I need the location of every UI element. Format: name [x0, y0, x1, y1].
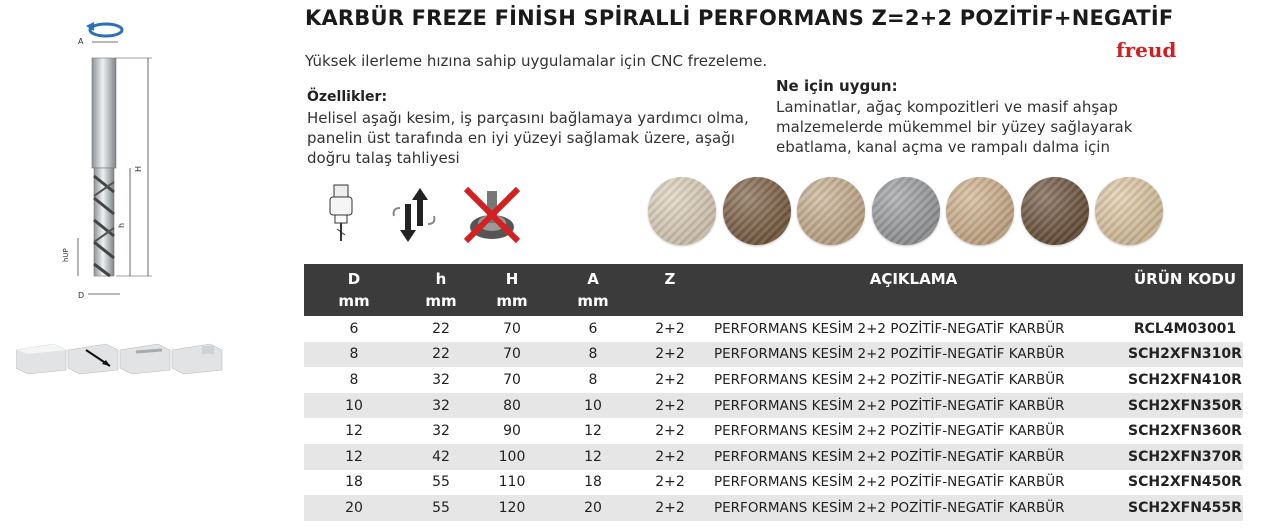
- table-header-row: [304, 264, 1243, 316]
- material-swatch-plywood-end: [1095, 177, 1163, 245]
- cell-description: PERFORMANS KESİM 2+2 POZİTİF-NEGATİF KARBÜR: [700, 444, 1127, 470]
- profile-3: [120, 344, 170, 374]
- cell-d: 18: [345, 474, 363, 491]
- cell-z: 2+2: [640, 393, 700, 419]
- cell-d: 8: [304, 342, 404, 368]
- table-row: [304, 495, 1243, 521]
- column-header-d: D mm: [304, 264, 404, 316]
- table-row: [304, 393, 1243, 419]
- cell-h-big: 100: [478, 444, 546, 470]
- cell-h-big: 70: [478, 342, 546, 368]
- column-header-description: AÇIKLAMA: [700, 264, 1127, 316]
- cell-h-small: 32: [404, 393, 478, 419]
- cell-h-big: 120: [478, 495, 546, 521]
- cell-description: PERFORMANS KESİM 2+2 POZİTİF-NEGATİF KARBÜR: [714, 474, 1065, 491]
- rotation-arrow-icon: [86, 22, 122, 36]
- cell-a: 6: [588, 320, 598, 337]
- column-header-h-small: h mm: [404, 264, 478, 316]
- cell-h-small: 55: [404, 495, 478, 521]
- page-subtitle: Yüksek ilerleme hızına sahip uygulamalar için CNC frezeleme.: [305, 52, 768, 70]
- cut-profile-images: [16, 340, 226, 376]
- cell-z: 2+2: [640, 342, 700, 368]
- material-swatch-particleboard: [797, 177, 865, 245]
- cell-product-code: SCH2XFN360R: [1128, 423, 1242, 440]
- cell-a: 20: [546, 495, 640, 521]
- cell-h-small: 22: [432, 320, 450, 337]
- cell-d: 6: [349, 320, 359, 337]
- cell-product-code: SCH2XFN350R: [1127, 393, 1243, 419]
- cell-z: 2+2: [655, 320, 685, 337]
- cell-h-small: 22: [404, 342, 478, 368]
- cell-d: 10: [304, 393, 404, 419]
- column-header-a: A mm: [546, 264, 640, 316]
- cell-z: 2+2: [640, 495, 700, 521]
- cell-h-big: 90: [503, 423, 521, 440]
- features-heading: Özellikler:: [307, 89, 388, 105]
- profile-2: [68, 344, 118, 374]
- cell-description: PERFORMANS KESİM 2+2 POZİTİF-NEGATİF KARBÜR: [714, 423, 1065, 440]
- table-row: [304, 342, 1243, 368]
- cell-z: 2+2: [655, 371, 685, 388]
- router-bit-drawing: [48, 14, 168, 304]
- cell-a: 8: [588, 371, 598, 388]
- cell-a: 12: [546, 444, 640, 470]
- product-table: [304, 264, 1243, 521]
- profile-1: [16, 344, 66, 374]
- cell-a: 12: [584, 423, 602, 440]
- dim-label-h-big: H: [134, 165, 143, 172]
- cell-d: 12: [304, 444, 404, 470]
- cell-d: 20: [304, 495, 404, 521]
- cell-a: 18: [584, 474, 602, 491]
- dim-label-d: D: [78, 291, 85, 300]
- cell-z: 2+2: [640, 444, 700, 470]
- material-swatch-dark-plywood: [723, 177, 791, 245]
- cell-z: 2+2: [655, 474, 685, 491]
- cell-description: PERFORMANS KESİM 2+2 POZİTİF-NEGATİF KARBÜR: [700, 393, 1127, 419]
- dim-label-hup: hUP: [62, 248, 70, 262]
- cell-product-code: SCH2XFN450R: [1128, 474, 1242, 491]
- cell-h-big: 70: [503, 371, 521, 388]
- profile-4: [172, 344, 222, 374]
- material-swatch-laminate-light: [648, 177, 716, 245]
- cell-h-big: 80: [478, 393, 546, 419]
- column-header-z: Z: [640, 264, 700, 316]
- cell-h-small: 32: [432, 371, 450, 388]
- no-plunge-icon: [460, 183, 524, 245]
- cell-description: PERFORMANS KESİM 2+2 POZİTİF-NEGATİF KARBÜR: [700, 495, 1127, 521]
- cell-product-code: SCH2XFN455R: [1127, 495, 1243, 521]
- dim-label-h-small: h: [117, 222, 126, 228]
- cell-d: 12: [345, 423, 363, 440]
- up-down-arrows-icon: [390, 186, 438, 244]
- spiral-flute: [94, 168, 114, 276]
- table-row: [304, 367, 1243, 393]
- dim-label-a: A: [78, 37, 84, 46]
- table-row: [304, 470, 1243, 496]
- cell-description: PERFORMANS KESİM 2+2 POZİTİF-NEGATİF KARBÜR: [700, 342, 1127, 368]
- column-header-product-code: ÜRÜN KODU: [1127, 264, 1243, 316]
- table-row: [304, 418, 1243, 444]
- table-row: [304, 444, 1243, 470]
- cell-h-small: 32: [432, 423, 450, 440]
- table-row: [304, 316, 1243, 342]
- material-swatch-grey-board: [872, 177, 940, 245]
- cell-product-code: SCH2XFN370R: [1127, 444, 1243, 470]
- cell-h-big: 110: [498, 474, 526, 491]
- brand-logo: freud: [1116, 38, 1177, 62]
- material-swatch-mdf: [946, 177, 1014, 245]
- cell-description: PERFORMANS KESİM 2+2 POZİTİF-NEGATİF KARBÜR: [714, 320, 1065, 337]
- cell-z: 2+2: [655, 423, 685, 440]
- cell-description: PERFORMANS KESİM 2+2 POZİTİF-NEGATİF KARBÜR: [714, 371, 1065, 388]
- cell-product-code: RCL4M03001: [1133, 320, 1237, 337]
- cell-h-small: 42: [404, 444, 478, 470]
- page-title: KARBÜR FREZE FİNİSH SPİRALLİ PERFORMANS Z=2+2 POZİTİF+NEGATİF: [305, 6, 1174, 30]
- cell-h-big: 70: [503, 320, 521, 337]
- cell-a: 8: [546, 342, 640, 368]
- cell-a: 10: [546, 393, 640, 419]
- column-header-h-big: H mm: [478, 264, 546, 316]
- suitable-text: Laminatlar, ağaç kompozitleri ve masif ahşap malzemelerde mükemmel bir yüzey sağlayarak ebatlama, kanal açma ve rampalı dalma için: [776, 98, 1133, 156]
- features-text: Helisel aşağı kesim, iş parçasını bağlamaya yardımcı olma, panelin üst tarafında en iyi yüzeyi sağlamak üzere, aşağı doğru talaş tahliyesi: [307, 109, 749, 167]
- material-swatch-walnut: [1021, 177, 1089, 245]
- cell-h-small: 55: [432, 474, 450, 491]
- cell-product-code: SCH2XFN310R: [1127, 342, 1243, 368]
- cell-d: 8: [349, 371, 359, 388]
- suitable-heading: Ne için uygun:: [776, 77, 898, 95]
- collet-icon: [326, 183, 356, 245]
- cell-product-code: SCH2XFN410R: [1128, 371, 1242, 388]
